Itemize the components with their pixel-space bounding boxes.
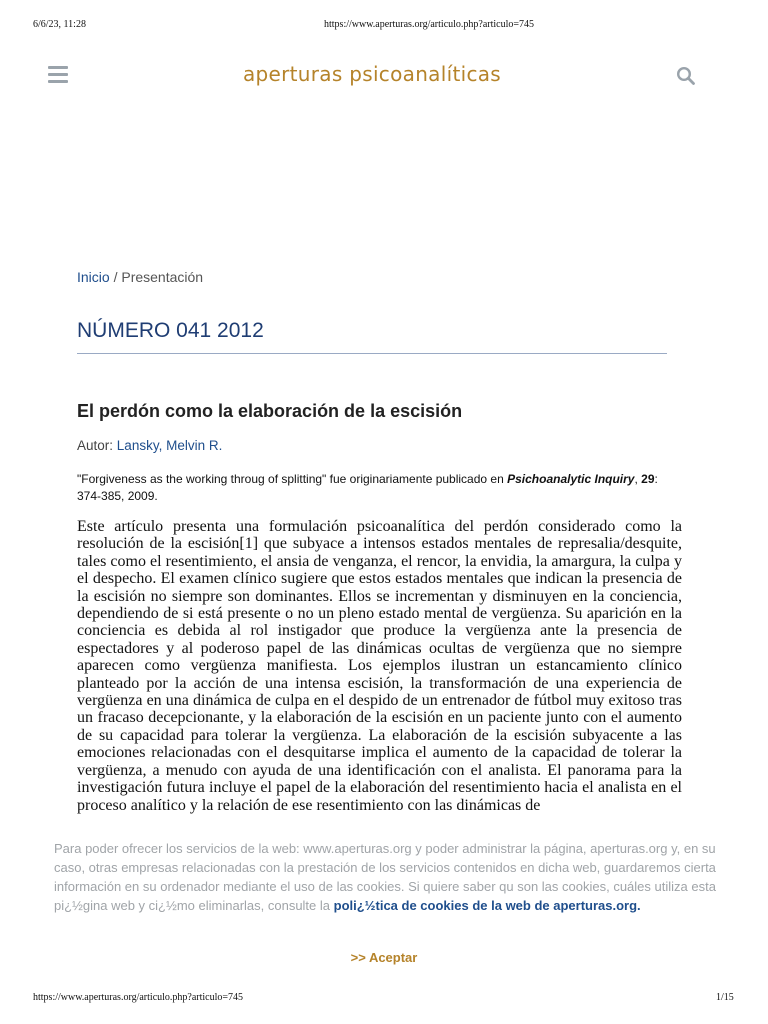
breadcrumb-home-link[interactable]: Inicio xyxy=(77,269,110,285)
site-logo[interactable]: aperturas psicoanalíticas xyxy=(242,62,502,86)
author-link[interactable]: Lansky, Melvin R. xyxy=(116,438,223,453)
print-datetime: 6/6/23, 11:28 xyxy=(33,19,86,30)
breadcrumb xyxy=(77,269,203,285)
title-divider xyxy=(77,353,667,354)
breadcrumb-current: Presentación xyxy=(121,269,204,285)
cookie-body: Para poder ofrecer los servicios de la web: www.aperturas.org y poder administrar la página, aperturas.org y, en su caso, otras empresas relacionadas con la prestación de los servicios contenidos en dicha web, guardaremos cierta información en su ordenador mediante el uso de las cookies. Si quiere saber qu son las cookies, cuáles utiliza esta pi¿½gina web y ci¿½mo eliminarlas, consulte la xyxy=(54,841,716,913)
cookie-notice xyxy=(0,839,768,979)
print-footer-url: https://www.aperturas.org/articulo.php?articulo=745 xyxy=(33,992,244,1003)
journal-volume: 29 xyxy=(641,472,655,486)
author-label: Autor: xyxy=(77,438,114,453)
print-page-number: 1/15 xyxy=(716,992,734,1003)
cookie-notice-text xyxy=(54,839,718,915)
issue-title: NÚMERO 041 2012 xyxy=(77,319,264,342)
original-publication-note: "Forgiveness as the working throug of splitting" fue originariamente publicado en Psichoanalytic Inquiry, 29: 374-385, 2009. xyxy=(77,472,658,503)
article-title: El perdón como la elaboración de la escisión xyxy=(77,401,463,421)
search-icon[interactable] xyxy=(676,66,696,86)
article-abstract: Este artículo presenta una formulación psicoanalítica del perdón considerado como la resolución de la escisión[1] que subyace a intensos estados mentales de represalia/desquite, tales como el resentimiento, el ansia de venganza, el rencor, la envidia, la amargura, la culpa y el despecho. El examen clínico sugiere que estos estados mentales que indican la presencia de la escisión no siempre son dominantes. Ellos se incrementan y disminuyen en la conciencia, dependiendo de si está presente o no un pleno estado mental de vergüenza. Su aparición en la conciencia es debida al rol instigador que produce la vergüenza ante la presencia de espectadores y al poderoso papel de las dinámicas ocultas de vergüenza que no siempre aparecen como vergüenza manifiesta. Los ejemplos ilustran un estancamiento clínico planteado por la acción de una intensa escisión, la transformación de una experiencia de vergüenza en una dinámica de culpa en el despido de un entrenador de fútbol muy exitoso tras un fracaso decepcionante, y la elaboración de la escisión en un paciente junto con el aumento de su capacidad para tolerar la vergüenza. La elaboración de la escisión subyacente a las emociones relacionadas con el desquitarse implica el aumento de la capacidad de tolerar la vergüenza, a menudo con ayuda de una identificación con el analista. El panorama para la investigación futura incluye el papel de la elaboración del resentimiento hacia el analista en el proceso analítico y la relación de ese resentimiento con las dinámicas de xyxy=(77,518,682,814)
accept-cookies-button[interactable]: >> Aceptar xyxy=(350,950,418,965)
original-note-suffix: : 374-385, 2009. xyxy=(77,472,658,503)
print-header xyxy=(0,19,768,33)
print-url: https://www.aperturas.org/articulo.php?articulo=745 xyxy=(324,19,535,30)
journal-name: Psichoanalytic Inquiry xyxy=(507,472,635,486)
site-header xyxy=(0,60,768,94)
print-footer xyxy=(0,992,768,1006)
original-note-prefix: "Forgiveness as the working throug of splitting" fue originariamente publicado en xyxy=(77,472,508,486)
breadcrumb-separator: / xyxy=(113,269,118,285)
cookie-policy-link[interactable]: poli¿½tica de cookies de la web de aperturas.org. xyxy=(333,898,641,913)
author-line xyxy=(77,438,222,453)
